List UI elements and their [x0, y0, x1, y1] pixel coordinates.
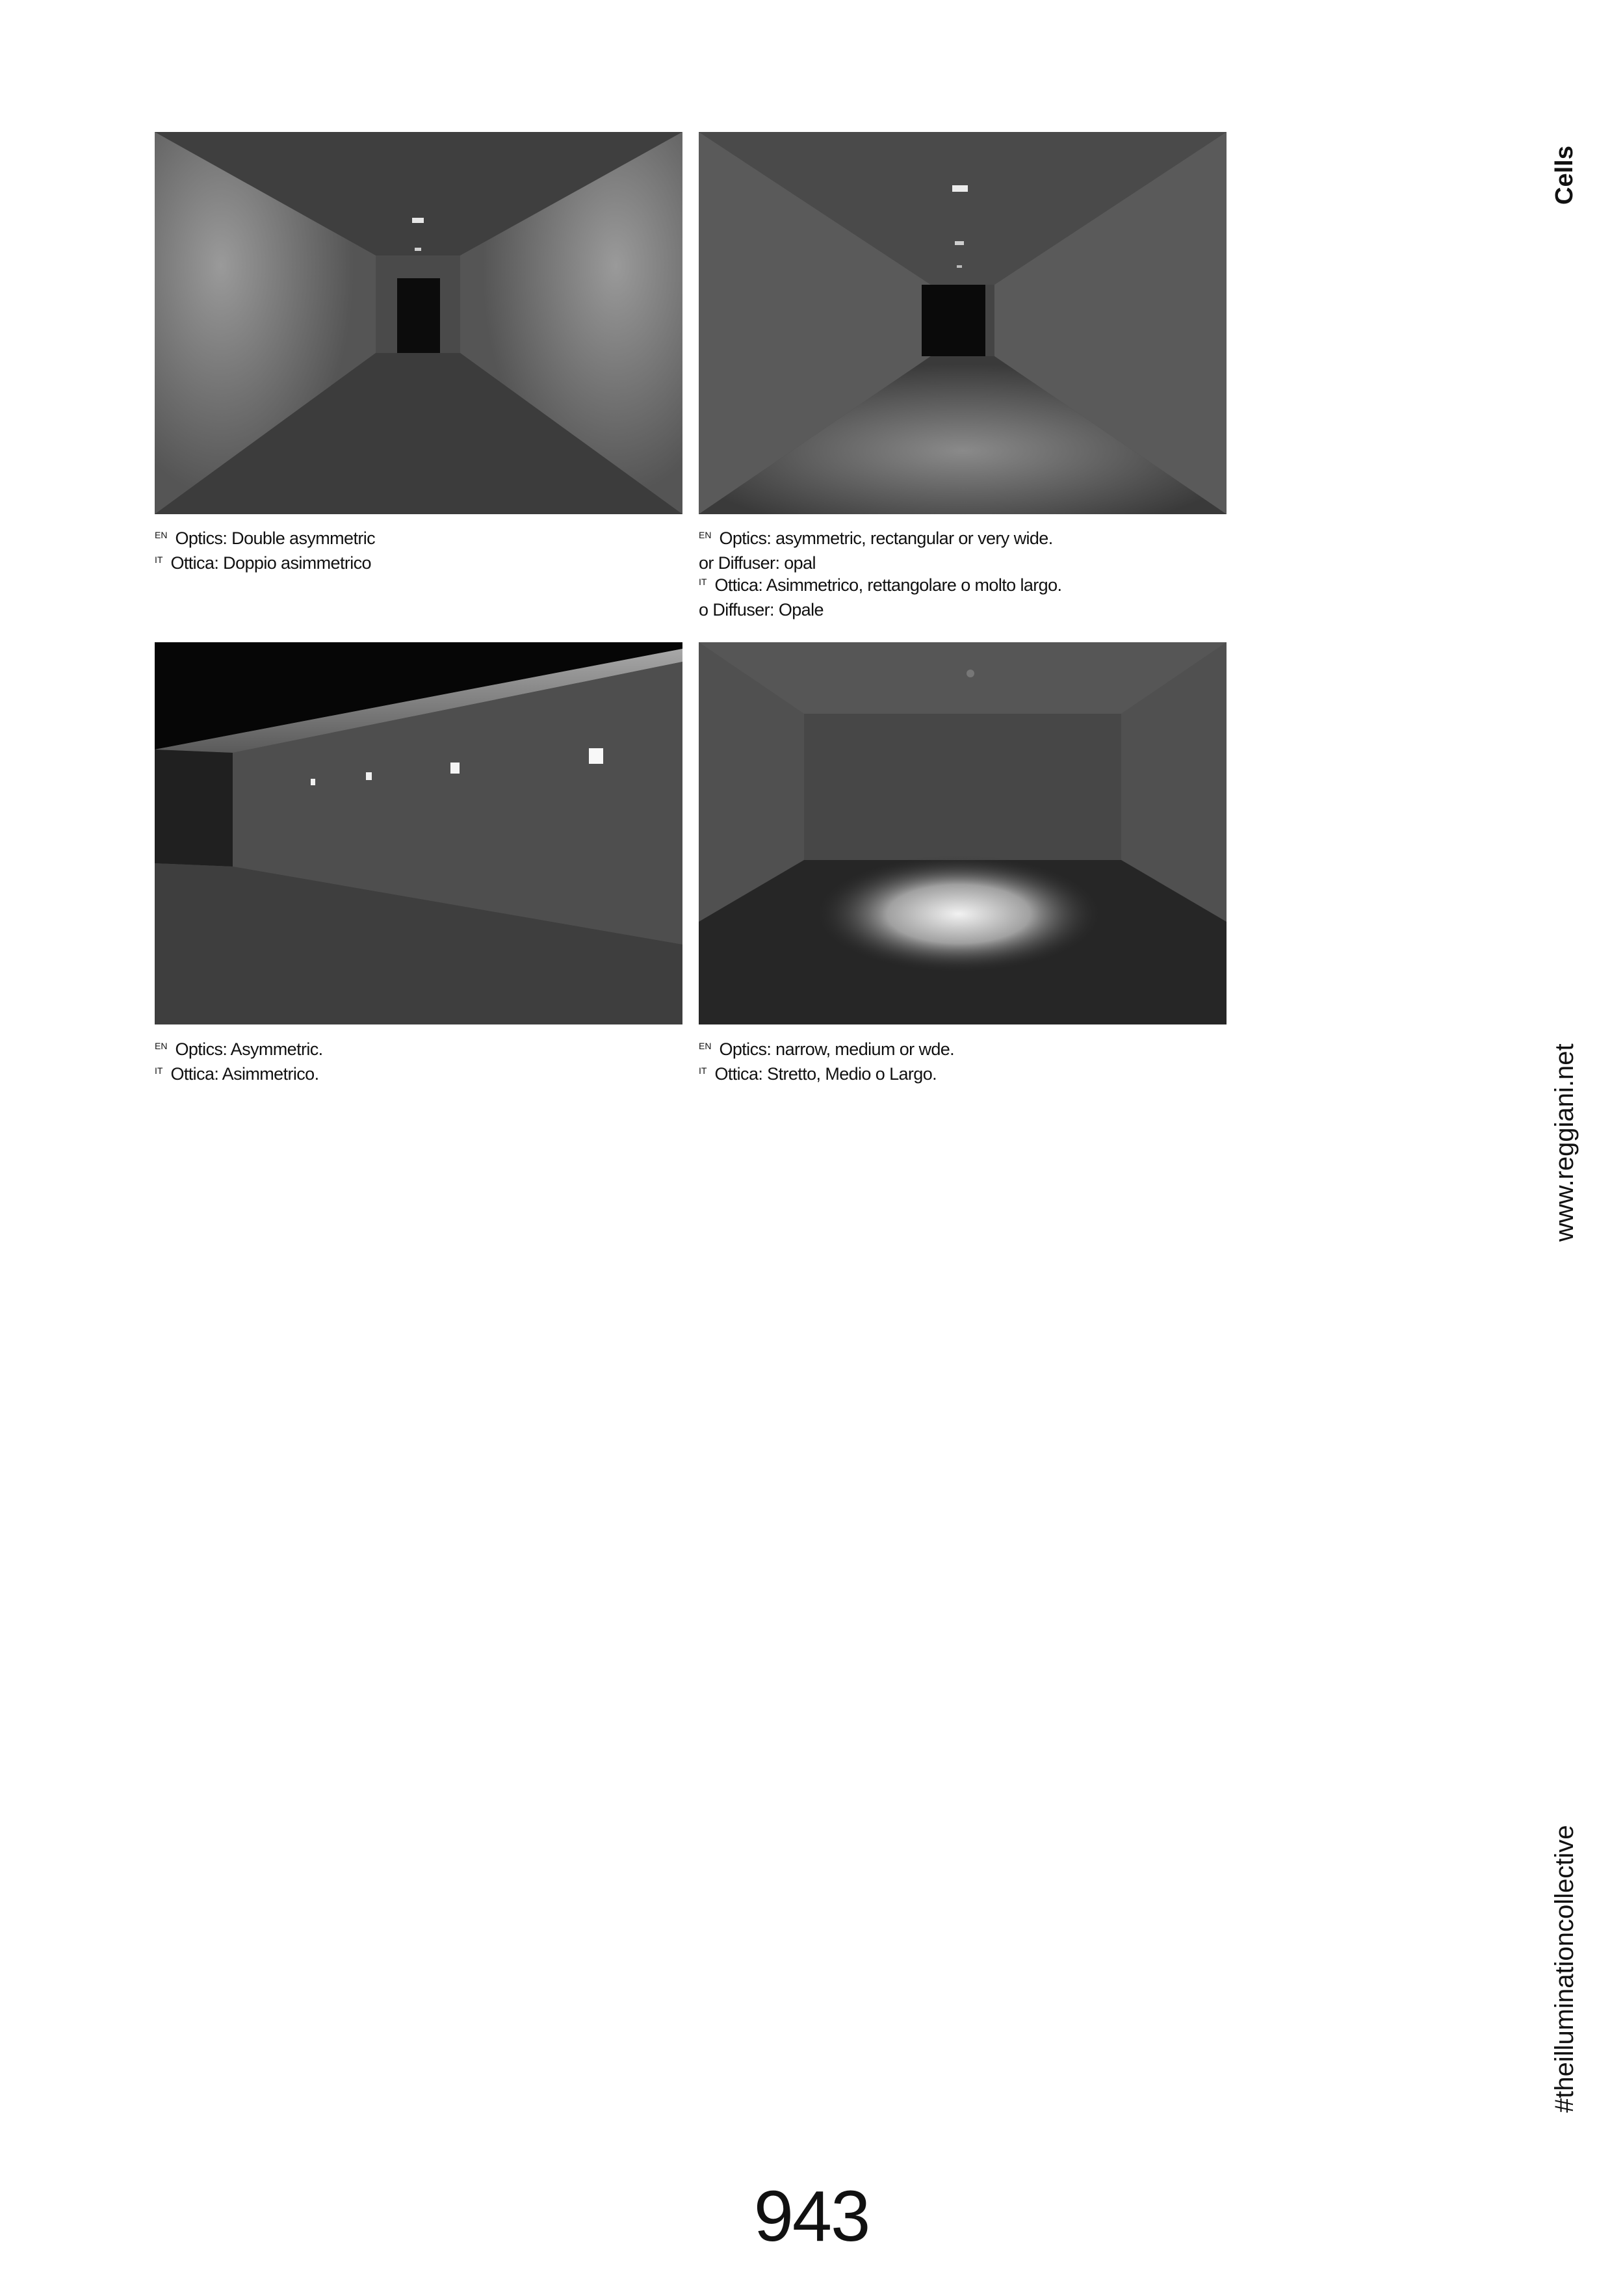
page-number: 943	[753, 2176, 870, 2256]
lang-tag-en: EN	[699, 1041, 712, 1051]
lang-tag-it: IT	[699, 1065, 707, 1076]
lang-tag-en: EN	[699, 530, 712, 540]
photo-room-downlight	[699, 642, 1227, 1024]
caption-asymmetric-rectangular	[699, 527, 1232, 621]
caption-en: Optics: Asymmetric.	[175, 1039, 323, 1059]
caption-en: Optics: asymmetric, rectangular or very wide.	[719, 528, 1053, 548]
lang-tag-it: IT	[155, 554, 163, 565]
lang-tag-it: IT	[699, 577, 707, 587]
caption-it-continued: o Diffuser: Opale	[699, 600, 824, 620]
photo-corridor-double-asymmetric	[155, 132, 682, 514]
photo-wall-asymmetric	[155, 642, 682, 1024]
caption-narrow-medium-wide	[699, 1038, 1232, 1088]
lang-tag-en: EN	[155, 530, 168, 540]
photo-corridor-asymmetric-floor	[699, 132, 1227, 514]
caption-it: Ottica: Doppio asimmetrico	[170, 553, 371, 573]
website-label: www.reggiani.net	[1550, 1043, 1579, 1242]
caption-en: Optics: Double asymmetric	[175, 528, 376, 548]
lang-tag-it: IT	[155, 1065, 163, 1076]
caption-double-asymmetric	[155, 527, 688, 577]
section-label: Cells	[1551, 146, 1578, 205]
caption-en-continued: or Diffuser: opal	[699, 553, 816, 573]
caption-it: Ottica: Asimmetrico, rettangolare o molto largo.	[714, 575, 1062, 595]
hashtag-label: #theilluminationcollective	[1550, 1825, 1579, 2113]
caption-it: Ottica: Asimmetrico.	[170, 1064, 319, 1084]
caption-it: Ottica: Stretto, Medio o Largo.	[714, 1064, 937, 1084]
caption-asymmetric	[155, 1038, 688, 1088]
lang-tag-en: EN	[155, 1041, 168, 1051]
caption-en: Optics: narrow, medium or wde.	[719, 1039, 955, 1059]
